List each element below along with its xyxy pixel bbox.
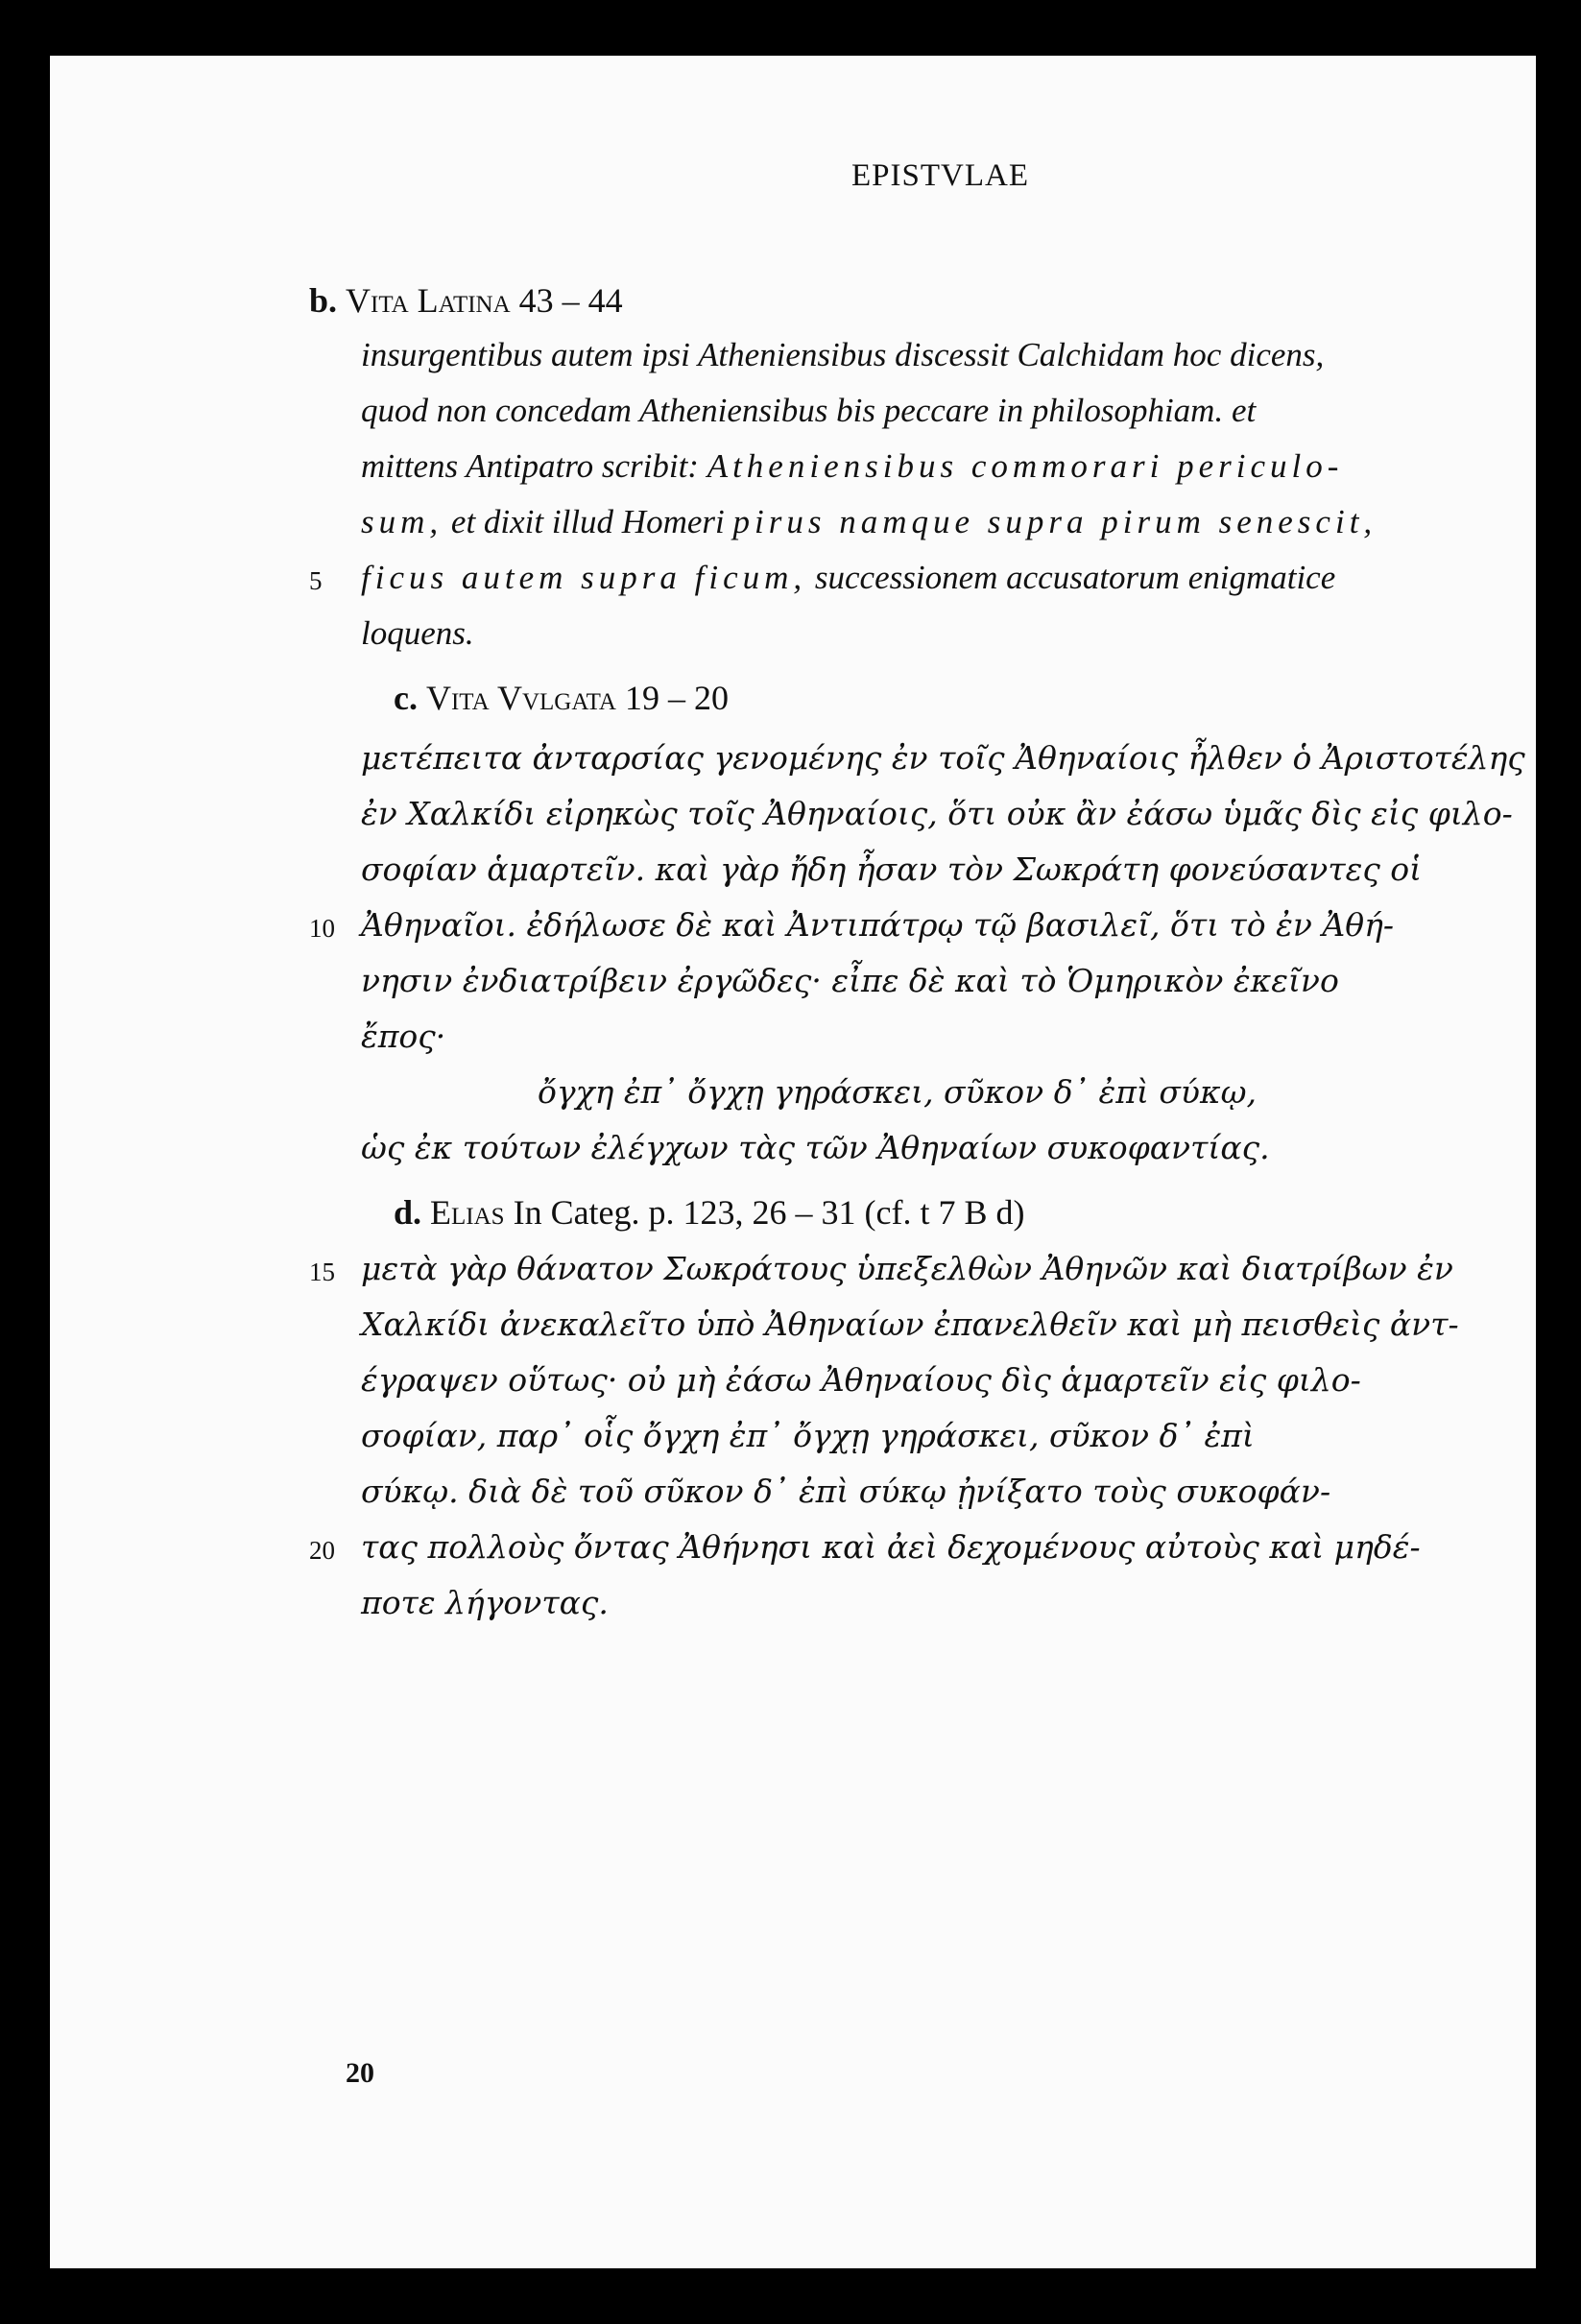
text-line: ficus autem supra ficum, successionem accusatorum enigmatice xyxy=(361,559,1336,596)
section-c-title: Vita Vvlgata xyxy=(425,679,616,717)
text-line: sum, et dixit illud Homeri pirus namque supra pirum senescit, xyxy=(361,503,1377,540)
line-number: 15 xyxy=(309,1258,335,1286)
section-d-title: Elias xyxy=(430,1193,505,1232)
section-b-title: Vita Latina xyxy=(346,281,511,320)
greek-line: Ἀθηναῖοι. ἐδήλωσε δὲ καὶ Ἀντιπάτρῳ τῷ βασιλεῖ, ὅτι τὸ ἐν Ἀθή- xyxy=(361,906,1395,944)
text-line: loquens. xyxy=(361,614,474,652)
section-c-label: c. xyxy=(394,679,418,717)
greek-line: σοφίαν, παρ᾽ οἷς ὄγχη ἐπ᾽ ὄγχῃ γηράσκει, σῦκον δ᾽ ἐπὶ xyxy=(361,1417,1255,1454)
greek-line: έγραψεν οὕτως· οὐ μὴ ἐάσω Ἀθηναίους δὶς ἁμαρτεῖν εἰς φιλο- xyxy=(361,1361,1361,1399)
greek-line: ἐν Χαλκίδι εἰρηκὼς τοῖς Ἀθηναίοις, ὅτι οὐκ ἂν ἐάσω ὑμᾶς δὶς εἰς φιλο- xyxy=(361,795,1513,832)
greek-line: σύκῳ. διὰ δὲ τοῦ σῦκον δ᾽ ἐπὶ σύκῳ ᾐνίξατο τοὺς συκοφάν- xyxy=(361,1473,1331,1510)
line-number: 10 xyxy=(309,914,335,943)
section-b-range: 43 – 44 xyxy=(518,281,623,320)
section-c-heading xyxy=(394,678,729,718)
greek-line: ὡς ἐκ τούτων ἐλέγχων τὰς τῶν Ἀθηναίων συκοφαντίας. xyxy=(361,1129,1270,1166)
section-b-label: b. xyxy=(309,281,338,320)
section-c-range: 19 – 20 xyxy=(624,679,729,717)
section-d-label: d. xyxy=(394,1193,422,1232)
greek-line: νησιν ἐνδιατρίβειν ἐργῶδες· εἶπε δὲ καὶ τὸ Ὁμηρικὸν ἐκεῖνο xyxy=(361,962,1339,999)
greek-line: τας πολλοὺς ὄντας Ἀθήνησι καὶ ἀεὶ δεχομένους αὐτοὺς καὶ μηδέ- xyxy=(361,1528,1421,1566)
greek-line: σοφίαν ἁμαρτεῖν. καὶ γὰρ ἤδη ἦσαν τὸν Σωκράτη φονεύσαντες οἱ xyxy=(361,851,1423,888)
verse-line: ὄγχη ἐπ᾽ ὄγχῃ γηράσκει, σῦκον δ᾽ ἐπὶ σύκῳ, xyxy=(538,1073,1258,1111)
page-number: 20 xyxy=(346,2057,374,2089)
line-number: 5 xyxy=(309,566,323,595)
greek-line: μετὰ γὰρ θάνατον Σωκράτους ὑπεξελθὼν Ἀθηνῶν καὶ διατρίβων ἐν xyxy=(361,1250,1453,1287)
text-line: mittens Antipatro scribit: Atheniensibus commorari periculo- xyxy=(361,447,1344,485)
text-line: insurgentibus autem ipsi Atheniensibus discessit Calchidam hoc dicens, xyxy=(361,336,1325,373)
section-b-heading xyxy=(309,280,623,321)
greek-line: ἔπος· xyxy=(361,1018,446,1055)
greek-line: ποτε λήγοντας. xyxy=(361,1584,609,1621)
line-number: 20 xyxy=(309,1536,335,1565)
text-line: quod non concedam Atheniensibus bis peccare in philosophiam. et xyxy=(361,392,1257,429)
section-d-ref: In Categ. p. 123, 26 – 31 (cf. t 7 B d) xyxy=(513,1193,1025,1232)
section-d-heading xyxy=(394,1192,1025,1233)
greek-line: μετέπειτα ἀνταρσίας γενομένης ἐν τοῖς Ἀθηναίοις ἦλθεν ὁ Ἀριστοτέλης xyxy=(361,739,1525,777)
greek-line: Χαλκίδι ἀνεκαλεῖτο ὑπὸ Ἀθηναίων ἐπανελθεῖν καὶ μὴ πεισθεὶς ἀντ- xyxy=(361,1306,1459,1343)
running-header: EPISTVLAE xyxy=(851,158,1029,193)
